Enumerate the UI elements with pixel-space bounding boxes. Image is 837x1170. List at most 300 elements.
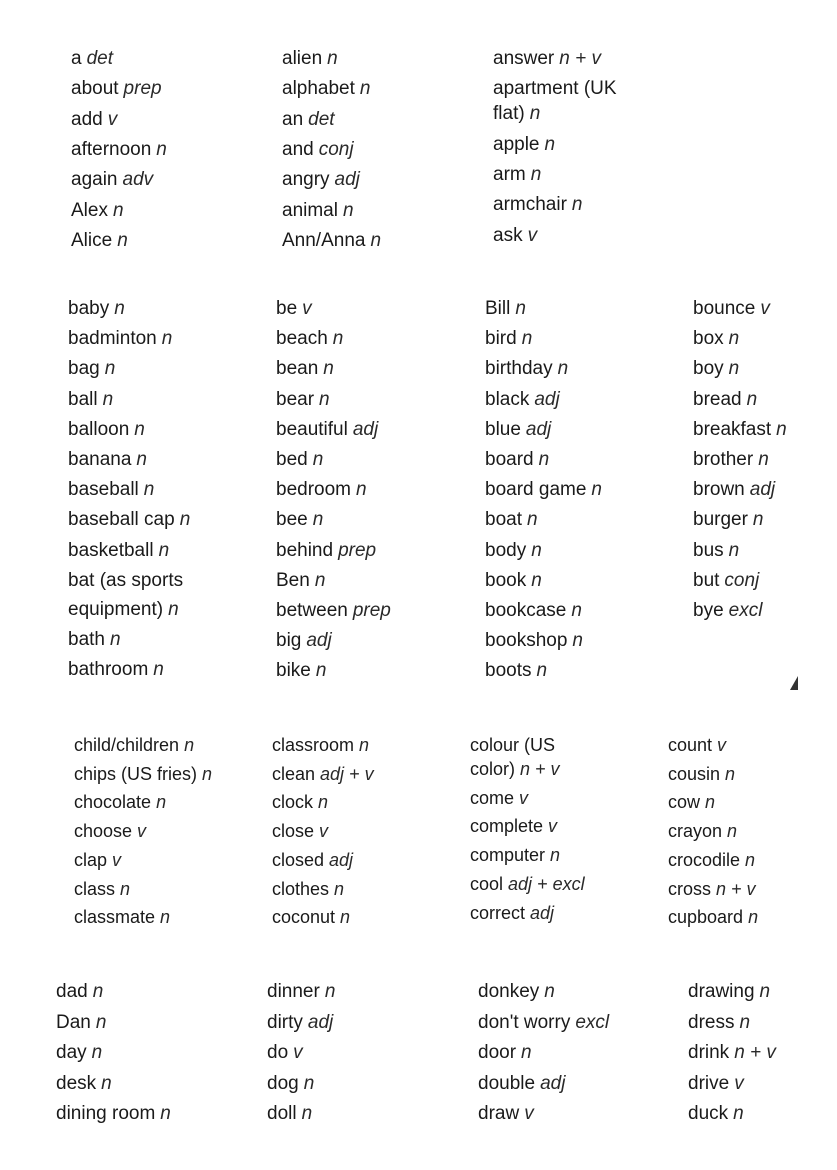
entry-word: alien xyxy=(282,48,323,69)
entry-word: about xyxy=(71,78,119,100)
word-entry xyxy=(74,848,121,872)
entry-word: black xyxy=(485,388,530,410)
word-entry xyxy=(68,625,121,654)
part-of-speech: n xyxy=(752,509,764,531)
entry-word: balloon xyxy=(68,418,130,440)
word-entry xyxy=(493,192,582,217)
part-of-speech: n xyxy=(529,103,541,125)
part-of-speech: n xyxy=(318,792,329,813)
part-of-speech: n xyxy=(143,479,155,501)
part-of-speech: n xyxy=(530,163,542,185)
part-of-speech: n xyxy=(733,1103,744,1124)
part-of-speech: n xyxy=(536,660,548,682)
word-entry xyxy=(485,656,547,685)
part-of-speech: n xyxy=(117,229,128,251)
entry-word: chips (US fries) xyxy=(74,763,198,784)
part-of-speech: n xyxy=(109,629,121,650)
entry-word: complete xyxy=(470,816,544,837)
part-of-speech: n xyxy=(748,907,759,928)
entry-word: answer xyxy=(493,48,555,69)
word-entry xyxy=(56,979,103,1004)
entry-word: dining room xyxy=(56,1103,156,1124)
word-entry xyxy=(470,814,557,838)
entry-word: bike xyxy=(276,660,311,682)
entry-word: drawing xyxy=(688,981,755,1002)
entry-word: bathroom xyxy=(68,659,149,681)
entry-word: a xyxy=(71,48,82,69)
word-entry xyxy=(688,1071,744,1096)
entry-word: ball xyxy=(68,388,98,410)
entry-word: behind xyxy=(276,539,334,561)
part-of-speech: n xyxy=(728,328,740,350)
entry-word: Alice xyxy=(71,229,113,251)
part-of-speech: n xyxy=(572,630,583,652)
entry-word: badminton xyxy=(68,328,157,350)
part-of-speech: n xyxy=(746,388,758,410)
part-of-speech: n xyxy=(531,539,542,561)
entry-word: Bill xyxy=(485,298,511,319)
word-entry xyxy=(276,596,391,625)
part-of-speech: n xyxy=(705,792,716,813)
word-entry xyxy=(693,415,787,444)
word-entry xyxy=(272,733,369,757)
part-of-speech: n xyxy=(324,981,336,1002)
page-corner-mark xyxy=(790,676,798,690)
entry-word: arm xyxy=(493,163,526,185)
word-entry xyxy=(74,819,146,843)
entry-word: but xyxy=(693,569,720,591)
part-of-speech: n xyxy=(332,328,344,350)
word-entry xyxy=(68,505,190,534)
word-entry xyxy=(493,46,601,71)
part-of-speech: conj xyxy=(724,569,760,591)
word-entry xyxy=(485,505,538,534)
entry-word: between xyxy=(276,600,348,621)
word-entry xyxy=(276,626,332,655)
word-entry xyxy=(485,445,549,474)
part-of-speech: v xyxy=(319,821,329,842)
part-of-speech: n xyxy=(725,763,736,784)
word-entry xyxy=(282,46,338,71)
entry-word: board xyxy=(485,449,534,470)
entry-word: drink xyxy=(688,1042,730,1063)
word-entry xyxy=(668,733,726,757)
word-entry xyxy=(68,475,154,504)
part-of-speech: n xyxy=(526,509,538,531)
word-entry xyxy=(485,596,582,625)
part-of-speech: n xyxy=(168,598,179,620)
part-of-speech: n xyxy=(202,763,213,784)
word-entry xyxy=(282,76,370,101)
word-entry xyxy=(74,790,166,814)
word-entry xyxy=(493,76,617,126)
part-of-speech: n xyxy=(557,358,569,380)
word-entry xyxy=(493,223,537,248)
part-of-speech: det xyxy=(308,108,335,130)
part-of-speech: adj xyxy=(307,1011,334,1033)
part-of-speech: n xyxy=(342,199,354,221)
word-entry xyxy=(282,107,335,132)
word-entry xyxy=(485,354,568,383)
entry-word: choose xyxy=(74,821,133,842)
part-of-speech: n xyxy=(359,78,371,100)
part-of-speech: n + v xyxy=(716,878,756,899)
part-of-speech: n xyxy=(728,358,740,380)
entry-word: close xyxy=(272,821,315,842)
part-of-speech: v xyxy=(527,224,538,246)
word-entry xyxy=(68,385,113,414)
word-entry xyxy=(485,415,551,444)
word-entry xyxy=(485,566,542,595)
word-entry xyxy=(470,733,560,781)
part-of-speech: n xyxy=(370,229,382,251)
entry-word: crocodile xyxy=(668,849,741,870)
part-of-speech: n xyxy=(340,907,351,928)
entry-word: chocolate xyxy=(74,792,152,813)
part-of-speech: v xyxy=(548,816,558,837)
entry-word: desk xyxy=(56,1072,97,1094)
word-entry xyxy=(74,905,170,929)
word-entry xyxy=(276,354,334,383)
word-entry xyxy=(71,137,167,162)
word-entry xyxy=(276,505,323,534)
part-of-speech: n xyxy=(91,1042,103,1063)
entry-word: afternoon xyxy=(71,138,152,160)
part-of-speech: n xyxy=(538,449,550,470)
word-entry xyxy=(267,1040,303,1065)
entry-word: blue xyxy=(485,418,521,440)
part-of-speech: n xyxy=(160,907,171,928)
part-of-speech: n xyxy=(301,1103,313,1124)
word-entry xyxy=(68,536,169,565)
entry-word: bread xyxy=(693,388,742,410)
entry-word: bird xyxy=(485,328,517,350)
part-of-speech: v xyxy=(112,849,122,870)
word-entry xyxy=(71,107,117,132)
word-entry xyxy=(470,872,585,896)
word-entry xyxy=(470,843,560,867)
part-of-speech: n xyxy=(571,194,583,216)
entry-word: bear xyxy=(276,388,315,410)
entry-word: bus xyxy=(693,539,724,561)
entry-word: double xyxy=(478,1072,536,1094)
entry-word: class xyxy=(74,878,116,899)
part-of-speech: excl xyxy=(575,1011,610,1033)
word-entry xyxy=(485,385,560,414)
word-entry xyxy=(71,46,113,71)
entry-word: cross xyxy=(668,878,712,899)
entry-word: Ann/Anna xyxy=(282,229,366,251)
word-entry xyxy=(485,324,532,353)
entry-word: baseball cap xyxy=(68,509,175,531)
part-of-speech: prep xyxy=(338,539,377,561)
part-of-speech: n xyxy=(319,388,330,410)
entry-word: apple xyxy=(493,133,540,155)
word-entry xyxy=(693,324,739,353)
entry-word: correct xyxy=(470,902,526,923)
word-entry xyxy=(693,505,764,534)
word-entry xyxy=(485,475,602,504)
entry-word: and xyxy=(282,138,314,160)
word-entry xyxy=(276,475,367,504)
entry-word: boots xyxy=(485,660,532,682)
word-entry xyxy=(267,1010,333,1035)
word-entry xyxy=(478,1071,565,1096)
part-of-speech: n xyxy=(312,449,324,470)
part-of-speech: n xyxy=(327,48,338,69)
word-entry xyxy=(485,536,542,565)
entry-word: brother xyxy=(693,449,754,470)
word-entry xyxy=(688,1010,750,1035)
word-entry xyxy=(493,132,555,157)
word-entry xyxy=(56,1101,171,1126)
part-of-speech: n xyxy=(531,569,542,591)
entry-word: book xyxy=(485,569,527,591)
entry-word: dirty xyxy=(267,1011,303,1033)
entry-word: bean xyxy=(276,358,319,380)
word-entry xyxy=(74,762,212,786)
part-of-speech: v xyxy=(107,108,118,130)
entry-word: closed xyxy=(272,849,325,870)
entry-word: breakfast xyxy=(693,418,772,440)
part-of-speech: n xyxy=(153,659,164,681)
part-of-speech: n + v xyxy=(559,48,601,69)
word-entry xyxy=(693,445,769,474)
entry-word: bedroom xyxy=(276,479,351,501)
entry-word: armchair xyxy=(493,194,567,216)
entry-word: crayon xyxy=(668,821,723,842)
word-entry xyxy=(668,877,756,901)
part-of-speech: adj xyxy=(749,479,776,501)
word-entry xyxy=(68,566,183,624)
entry-word: cool xyxy=(470,873,504,894)
word-entry xyxy=(470,786,528,810)
entry-word: Dan xyxy=(56,1011,91,1033)
word-entry xyxy=(276,445,323,474)
entry-word: bag xyxy=(68,358,100,380)
entry-word: clean xyxy=(272,763,316,784)
part-of-speech: adj + v xyxy=(320,763,374,784)
entry-word: duck xyxy=(688,1103,729,1124)
part-of-speech: v xyxy=(524,1103,534,1124)
entry-word: baby xyxy=(68,298,110,319)
part-of-speech: v xyxy=(293,1042,303,1063)
word-entry xyxy=(668,905,758,929)
part-of-speech: v xyxy=(717,735,727,755)
entry-word: child/children xyxy=(74,735,180,755)
entry-word: bookshop xyxy=(485,630,568,652)
word-entry xyxy=(272,819,328,843)
word-entry xyxy=(68,354,115,383)
word-entry xyxy=(56,1040,102,1065)
word-entry xyxy=(693,475,775,504)
part-of-speech: n xyxy=(92,981,104,1002)
entry-word: clock xyxy=(272,792,314,813)
word-entry xyxy=(71,167,153,192)
entry-word: dress xyxy=(688,1011,735,1033)
entry-word: animal xyxy=(282,199,338,221)
part-of-speech: v xyxy=(137,821,147,842)
entry-word: birthday xyxy=(485,358,553,380)
entry-word: dinner xyxy=(267,981,320,1002)
entry-word: be xyxy=(276,298,298,319)
part-of-speech: n xyxy=(739,1011,751,1033)
word-entry xyxy=(693,536,739,565)
entry-word: box xyxy=(693,328,724,350)
part-of-speech: adj xyxy=(352,418,379,440)
part-of-speech: n xyxy=(544,981,555,1002)
entry-word: door xyxy=(478,1042,517,1063)
part-of-speech: n xyxy=(315,660,327,682)
part-of-speech: n + v xyxy=(520,759,560,779)
word-entry xyxy=(56,1010,106,1035)
entry-word: computer xyxy=(470,845,546,866)
part-of-speech: n xyxy=(179,509,191,531)
word-entry xyxy=(693,354,739,383)
part-of-speech: v xyxy=(734,1072,744,1094)
part-of-speech: adv xyxy=(122,169,154,191)
entry-word: bounce xyxy=(693,298,756,319)
part-of-speech: n xyxy=(161,328,173,350)
entry-word: boy xyxy=(693,358,724,380)
entry-word: doll xyxy=(267,1103,297,1124)
entry-word: boat xyxy=(485,509,522,531)
part-of-speech: det xyxy=(86,48,113,69)
word-entry xyxy=(493,162,541,187)
part-of-speech: n xyxy=(544,133,556,155)
part-of-speech: n xyxy=(134,418,145,440)
part-of-speech: n xyxy=(359,735,370,755)
entry-word: ask xyxy=(493,224,523,246)
word-entry xyxy=(267,979,335,1004)
entry-word: cousin xyxy=(668,763,721,784)
entry-word: clap xyxy=(74,849,108,870)
part-of-speech: n xyxy=(101,1072,112,1094)
word-entry xyxy=(68,445,147,474)
entry-word: burger xyxy=(693,509,748,531)
part-of-speech: v xyxy=(519,787,529,808)
word-entry xyxy=(668,848,755,872)
entry-word: drive xyxy=(688,1072,730,1094)
entry-word-continued: equipment) xyxy=(68,598,164,620)
entry-word-continued: flat) xyxy=(493,103,525,125)
part-of-speech: n xyxy=(120,878,131,899)
part-of-speech: n xyxy=(745,849,756,870)
part-of-speech: n xyxy=(156,138,167,160)
entry-word: apartment (UK xyxy=(493,78,617,100)
word-entry xyxy=(276,385,330,414)
part-of-speech: n xyxy=(184,735,195,755)
entry-word: classroom xyxy=(272,735,355,755)
word-entry xyxy=(485,626,583,655)
word-entry xyxy=(693,596,762,625)
word-entry xyxy=(693,294,770,323)
part-of-speech: v xyxy=(760,298,770,319)
word-entry xyxy=(688,1101,744,1126)
word-entry xyxy=(71,198,124,223)
entry-word: bed xyxy=(276,449,308,470)
entry-word: dog xyxy=(267,1072,299,1094)
word-entry xyxy=(272,848,353,872)
entry-word: banana xyxy=(68,449,132,470)
word-entry xyxy=(688,979,770,1004)
entry-word: do xyxy=(267,1042,289,1063)
part-of-speech: n xyxy=(95,1011,107,1033)
entry-word: bat (as sports xyxy=(68,569,184,591)
entry-word: come xyxy=(470,787,515,808)
word-entry xyxy=(276,566,325,595)
word-entry xyxy=(272,905,350,929)
entry-word: clothes xyxy=(272,878,330,899)
part-of-speech: n xyxy=(314,569,326,591)
entry-word: bookcase xyxy=(485,600,567,621)
part-of-speech: n + v xyxy=(734,1042,776,1063)
word-entry xyxy=(470,901,554,925)
word-entry xyxy=(267,1101,312,1126)
word-entry xyxy=(276,536,376,565)
word-entry xyxy=(68,324,172,353)
part-of-speech: n xyxy=(515,298,526,319)
word-entry xyxy=(68,294,125,323)
entry-word: colour (US xyxy=(470,735,556,755)
entry-word: bath xyxy=(68,629,105,650)
word-entry xyxy=(478,1101,534,1126)
part-of-speech: n xyxy=(158,539,170,561)
entry-word: cupboard xyxy=(668,907,744,928)
word-entry xyxy=(272,877,344,901)
entry-word-continued: color) xyxy=(470,759,516,779)
entry-word: donkey xyxy=(478,981,540,1002)
part-of-speech: n xyxy=(356,479,367,501)
word-entry xyxy=(668,762,735,786)
word-entry xyxy=(668,819,737,843)
entry-word: day xyxy=(56,1042,87,1063)
part-of-speech: n xyxy=(776,418,787,440)
word-entry xyxy=(282,167,360,192)
part-of-speech: excl xyxy=(728,600,763,621)
part-of-speech: n xyxy=(759,981,771,1002)
part-of-speech: n xyxy=(591,479,602,501)
entry-word: Alex xyxy=(71,199,108,221)
word-entry xyxy=(71,228,128,253)
entry-word: body xyxy=(485,539,527,561)
entry-word: dad xyxy=(56,981,88,1002)
part-of-speech: adj xyxy=(534,388,560,410)
part-of-speech: n xyxy=(104,358,116,380)
entry-word: big xyxy=(276,630,302,652)
word-entry xyxy=(478,979,555,1004)
entry-word: brown xyxy=(693,479,745,501)
part-of-speech: prep xyxy=(123,78,162,100)
entry-word: beautiful xyxy=(276,418,348,440)
entry-word: board game xyxy=(485,479,587,501)
word-entry xyxy=(276,324,343,353)
word-entry xyxy=(71,76,162,101)
part-of-speech: n xyxy=(136,449,147,470)
part-of-speech: n xyxy=(521,1042,532,1063)
part-of-speech: n xyxy=(102,388,114,410)
word-entry xyxy=(68,655,164,684)
part-of-speech: adj xyxy=(306,630,332,652)
entry-word: angry xyxy=(282,169,330,191)
part-of-speech: conj xyxy=(318,138,354,160)
part-of-speech: prep xyxy=(352,600,391,621)
part-of-speech: n xyxy=(728,539,740,561)
part-of-speech: n xyxy=(521,328,533,350)
entry-word: bee xyxy=(276,509,308,531)
part-of-speech: adj xyxy=(334,169,360,191)
word-entry xyxy=(478,1040,532,1065)
